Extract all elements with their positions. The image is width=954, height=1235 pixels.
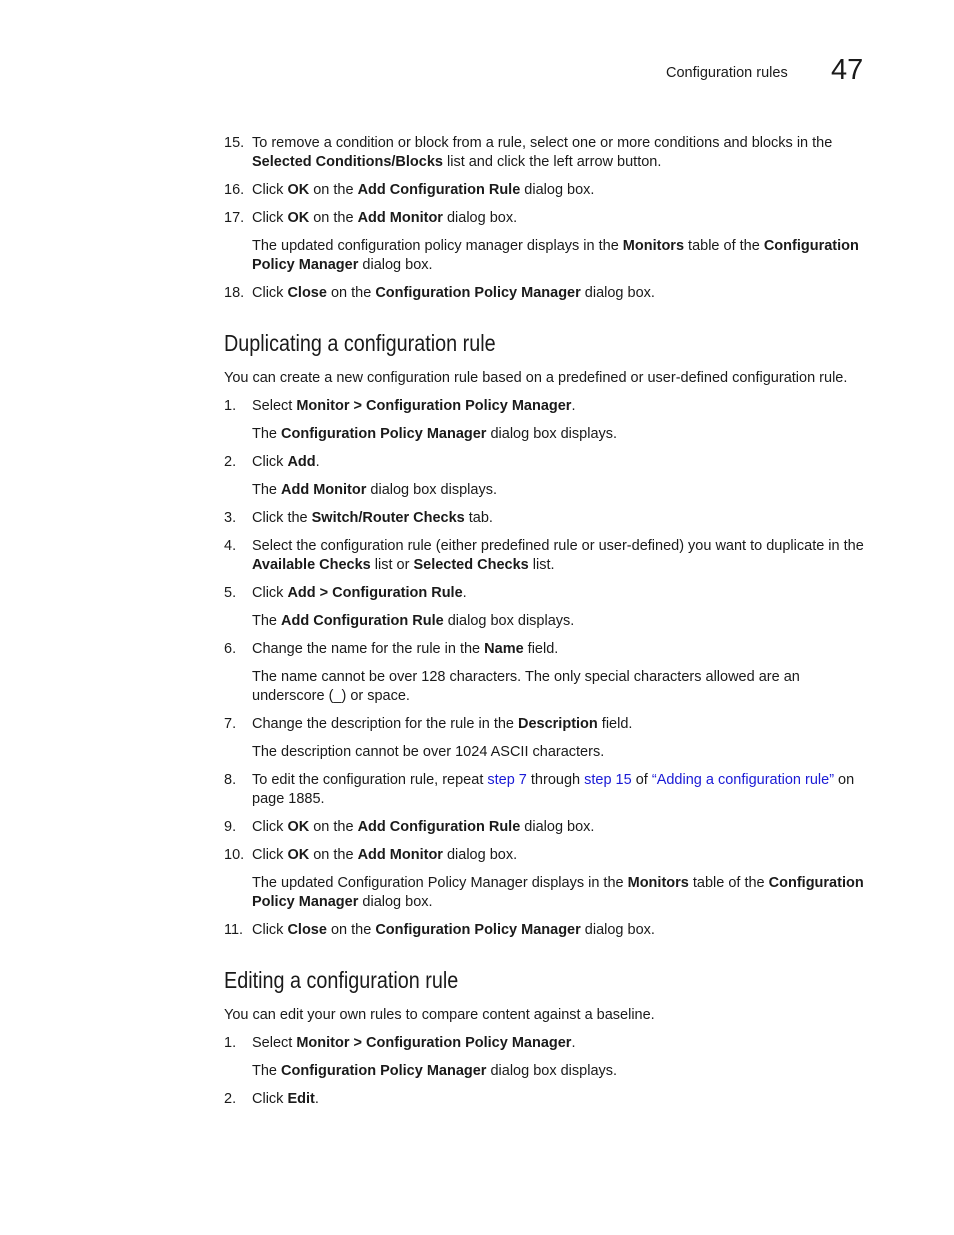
ui-term: OK [287, 819, 310, 835]
step-result-note [224, 1062, 874, 1081]
ui-term: Close [287, 922, 327, 938]
text-run: through [526, 772, 585, 788]
ui-term: Configuration Policy Manager [375, 922, 581, 938]
continued-step-list [224, 134, 874, 303]
ui-term: Configuration Policy Manager [252, 238, 859, 273]
section-intro-duplicating: You can create a new configuration rule based on a predefined or user-defined configuration rule. [224, 370, 848, 386]
text-run: . [314, 1091, 319, 1107]
text-run: dialog box. [580, 922, 655, 938]
text-run: The [252, 426, 282, 442]
ui-term: Selected Checks [413, 557, 529, 573]
text-run: of [631, 772, 652, 788]
text-run: dialog box displays. [486, 1063, 618, 1079]
ui-term: Add Configuration Rule [357, 819, 521, 835]
step-text [252, 182, 594, 198]
ui-term: OK [287, 847, 310, 863]
text-run: dialog box. [580, 285, 655, 301]
step-result-note [224, 612, 874, 631]
text-run: field. [597, 716, 633, 732]
step-number: 5. [224, 585, 237, 601]
ui-term: Add Monitor [357, 210, 443, 226]
procedure-step [224, 640, 874, 659]
cross-reference-link[interactable]: “Adding a configuration rule” [651, 772, 835, 788]
running-header-title: Configuration rules [666, 65, 788, 81]
procedure-step [224, 818, 874, 837]
step-text [252, 538, 864, 573]
text-run: Select [252, 1035, 297, 1051]
text-run: . [315, 454, 320, 470]
text-run: Click the [252, 510, 312, 526]
ui-term: Add Configuration Rule [281, 613, 444, 629]
text-run: dialog box displays. [486, 426, 618, 442]
procedure-step [224, 284, 874, 303]
text-run: on the [309, 182, 358, 198]
ui-term: Description [518, 716, 598, 732]
ui-term: Add [287, 454, 316, 470]
cross-reference-link[interactable]: step 15 [584, 772, 632, 788]
ui-term: Add Monitor [281, 482, 367, 498]
text-run: field. [523, 641, 559, 657]
text-run: list or [370, 557, 414, 573]
step-number: 3. [224, 510, 237, 526]
step-result-note [224, 668, 874, 706]
duplicating-step-list [224, 397, 874, 940]
ui-term: Monitor > Configuration Policy Manager [296, 398, 572, 414]
step-number: 1. [224, 398, 237, 414]
step-text [252, 398, 576, 414]
section-heading-duplicating: Duplicating a configuration rule [224, 330, 496, 356]
step-text [252, 585, 467, 601]
ui-term: OK [287, 210, 310, 226]
step-number: 10. [224, 847, 245, 863]
text-run: Click [252, 454, 288, 470]
ui-term: Configuration Policy Manager [281, 426, 487, 442]
step-number: 8. [224, 772, 237, 788]
text-run: on the [326, 285, 376, 301]
ui-term: Configuration Policy Manager [252, 875, 864, 910]
procedure-step [224, 771, 874, 809]
text-run: dialog box displays. [366, 482, 497, 498]
text-run: on the [309, 210, 358, 226]
procedure-step [224, 584, 874, 603]
editing-step-list [224, 1034, 874, 1109]
ui-term: Monitor > Configuration Policy Manager [296, 1035, 572, 1051]
text-run: list and click the left arrow button. [442, 154, 662, 170]
ui-term: Configuration Policy Manager [375, 285, 581, 301]
chapter-number: 47 [831, 54, 864, 86]
procedure-step [224, 1090, 874, 1109]
procedure-step [224, 921, 874, 940]
procedure-step [224, 134, 874, 172]
step-number: 15. [224, 135, 245, 151]
text-run: dialog box displays. [443, 613, 575, 629]
step-text [252, 210, 517, 226]
step-text [252, 716, 632, 732]
step-number: 16. [224, 182, 245, 198]
text-run: Click [252, 847, 288, 863]
text-run: The updated configuration policy manager displays in the [252, 238, 623, 254]
text-run: table of the [688, 875, 769, 891]
step-result-note [224, 425, 874, 444]
text-run: . [571, 1035, 576, 1051]
step-number: 17. [224, 210, 245, 226]
text-run: Click [252, 922, 288, 938]
step-text [252, 285, 655, 301]
text-run: Click [252, 210, 288, 226]
text-run: Click [252, 182, 288, 198]
ui-term: Add Monitor [357, 847, 443, 863]
text-run: Click [252, 1091, 288, 1107]
step-text [252, 772, 854, 807]
procedure-step [224, 537, 874, 575]
text-run: on page 1885. [252, 772, 855, 807]
text-run: on the [326, 922, 376, 938]
section-intro-editing: You can edit your own rules to compare content against a baseline. [224, 1007, 655, 1023]
step-number: 18. [224, 285, 245, 301]
step-text [252, 135, 832, 170]
ui-term: Monitors [622, 238, 685, 254]
text-run: . [462, 585, 467, 601]
step-text [252, 510, 493, 526]
step-text [252, 922, 655, 938]
ui-term: Close [287, 285, 327, 301]
step-result-note [224, 237, 874, 275]
text-run: on the [309, 819, 358, 835]
text-run: The description cannot be over 1024 ASCII characters. [252, 744, 605, 760]
ui-term: Configuration Policy Manager [281, 1063, 487, 1079]
procedure-step [224, 509, 874, 528]
ui-term: Edit [287, 1091, 315, 1107]
step-number: 4. [224, 538, 237, 554]
ui-term: Available Checks [252, 557, 371, 573]
step-text [252, 454, 320, 470]
step-number: 7. [224, 716, 237, 732]
text-run: tab. [464, 510, 493, 526]
step-result-note [224, 874, 874, 912]
step-text [252, 819, 594, 835]
step-text [252, 847, 517, 863]
text-run: . [571, 398, 576, 414]
text-run: table of the [684, 238, 764, 254]
text-run: Change the description for the rule in the [252, 716, 518, 732]
step-number: 2. [224, 454, 237, 470]
text-run: Select the configuration rule (either predefined rule or user-defined) you want to duplicate in the [252, 538, 864, 554]
ui-term: Add > Configuration Rule [287, 585, 463, 601]
text-run: list. [528, 557, 555, 573]
procedure-step [224, 453, 874, 472]
step-number: 6. [224, 641, 237, 657]
text-run: dialog box. [442, 847, 518, 863]
step-number: 11. [224, 922, 244, 938]
section-heading-editing: Editing a configuration rule [224, 967, 459, 993]
procedure-step [224, 181, 874, 200]
text-run: Select [252, 398, 297, 414]
text-run: To remove a condition or block from a rule, select one or more conditions and blocks in the [252, 135, 833, 151]
ui-term: OK [287, 182, 310, 198]
text-run: Click [252, 585, 288, 601]
text-run: The [252, 482, 282, 498]
procedure-step [224, 846, 874, 865]
text-run: The name cannot be over 128 characters. The only special characters allowed are an underscore (_) or space. [252, 669, 800, 704]
text-run: The [252, 613, 282, 629]
step-number: 2. [224, 1091, 237, 1107]
ui-term: Monitors [627, 875, 689, 891]
text-run: dialog box. [520, 819, 595, 835]
procedure-step [224, 1034, 874, 1053]
step-text [252, 1035, 576, 1051]
ui-term: Name [484, 641, 524, 657]
text-run: Change the name for the rule in the [252, 641, 485, 657]
step-text [252, 1091, 319, 1107]
text-run: To edit the configuration rule, repeat [252, 772, 488, 788]
ui-term: Switch/Router Checks [311, 510, 465, 526]
ui-term: Add Configuration Rule [357, 182, 521, 198]
page-content [224, 134, 874, 1118]
text-run: dialog box. [442, 210, 518, 226]
text-run: dialog box. [520, 182, 595, 198]
ui-term: Selected Conditions/Blocks [252, 154, 443, 170]
step-number: 1. [224, 1035, 237, 1051]
text-run: The updated Configuration Policy Manager displays in the [252, 875, 628, 891]
text-run: dialog box. [358, 257, 433, 273]
text-run: Click [252, 819, 288, 835]
step-result-note [224, 481, 874, 500]
step-text [252, 641, 558, 657]
text-run: Click [252, 285, 288, 301]
cross-reference-link[interactable]: step 7 [487, 772, 527, 788]
text-run: dialog box. [358, 894, 433, 910]
procedure-step [224, 715, 874, 734]
text-run: The [252, 1063, 282, 1079]
step-number: 9. [224, 819, 237, 835]
step-result-note [224, 743, 874, 762]
text-run: on the [309, 847, 358, 863]
procedure-step [224, 209, 874, 228]
procedure-step [224, 397, 874, 416]
